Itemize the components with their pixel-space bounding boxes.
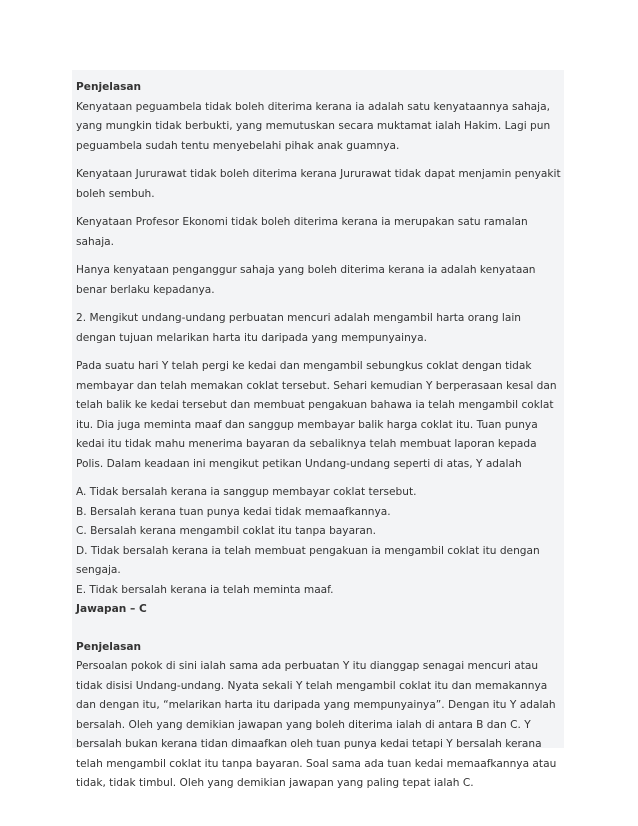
option-b: B. Bersalah kerana tuan punya kedai tidak memaafkannya. xyxy=(76,505,391,518)
answer-label: Jawapan – C xyxy=(76,603,147,615)
question-intro: 2. Mengikut undang-undang perbuatan mencuri adalah mengambil harta orang lain dengan tujuan melarikan harta itu daripada yang mempunyainya. xyxy=(76,312,522,344)
paragraph-explanation: Persoalan pokok di sini ialah sama ada perbuatan Y itu dianggap senagai mencuri atau tidak disisi Undang-undang. Nyata sekali Y telah mengambil coklat itu dan memakannya dan dengan itu, “melarikan harta itu daripada yang mempunyainya”. Dengan itu Y adalah bersalah. Oleh yang demikian jawapan yang boleh diterima ialah di antara B dan C. Y bersalah bukan kerana tidan dimaafkan oleh tuan punya kedai tetapi Y bersalah kerana telah mengambil coklat itu tanpa bayaran. Soal sama ada tuan kedai memaafkannya atau tidak, tidak timbul. Oleh yang demikian jawapan yang paling tepat ialah C. xyxy=(76,660,557,789)
option-e: E. Tidak bersalah kerana ia telah meminta maaf. xyxy=(76,583,334,596)
option-d: D. Tidak bersalah kerana ia telah membuat pengakuan ia mengambil coklat itu dengan sengaja. xyxy=(76,544,540,576)
paragraph-penganggur: Hanya kenyataan penganggur sahaja yang boleh diterima kerana ia adalah kenyataan benar berlaku kepadanya. xyxy=(76,264,536,296)
option-c: C. Bersalah kerana mengambil coklat itu tanpa bayaran. xyxy=(76,525,376,537)
section-heading-penjelasan-1: Penjelasan xyxy=(76,81,142,93)
paragraph-profesor: Kenyataan Profesor Ekonomi tidak boleh diterima kerana ia merupakan satu ramalan sahaja. xyxy=(76,216,528,248)
paragraph-peguambela: Kenyataan peguambela tidak boleh diterima kerana ia adalah satu kenyataannya sahaja, yang mungkin tidak berbukti, yang memutuskan secara muktamat ialah Hakim. Lagi pun peguambela sudah tentu menyebelahi pihak anak guamnya. xyxy=(76,100,551,152)
section-heading-penjelasan-2: Penjelasan xyxy=(76,640,142,653)
option-a: A. Tidak bersalah kerana ia sanggup membayar coklat tersebut. xyxy=(76,486,417,498)
question-scenario: Pada suatu hari Y telah pergi ke kedai dan mengambil sebungkus coklat dengan tidak membayar dan telah memakan coklat tersebut. Sehari kemudian Y berperasaan kesal dan telah balik ke kedai tersebut dan membuat pengakuan bahawa ia telah mengambil coklat itu. Dia juga meminta maaf dan sanggup membayar balik harga coklat itu. Tuan punya kedai itu tidak mahu menerima bayaran da sebaliknya telah membuat laporan kepada Polis. Dalam keadaan ini mengikut petikan Undang-undang seperti di atas, Y adalah xyxy=(76,360,557,470)
document-content xyxy=(76,78,562,803)
spacer xyxy=(76,620,562,638)
paragraph-jururawat: Kenyataan Jururawat tidak boleh diterima kerana Jururawat tidak dapat menjamin penyakit boleh sembuh. xyxy=(76,168,561,200)
answer-options xyxy=(76,483,562,600)
